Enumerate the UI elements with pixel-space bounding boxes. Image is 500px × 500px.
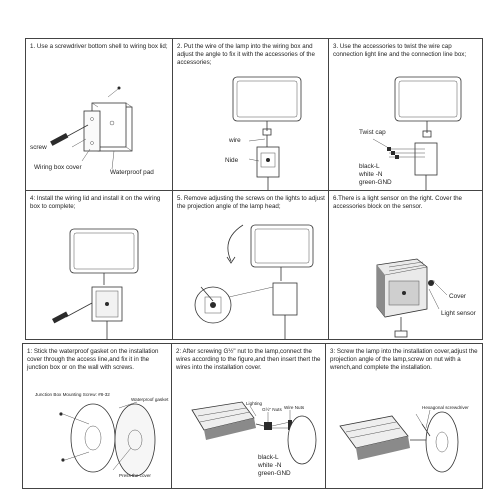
step-3-text: 3. Use the accessories to twist the wire cap connection light line and the connection line box; [333, 43, 467, 58]
label-lighting: Lighting [246, 401, 263, 406]
label-white-n-bottom: white -N [258, 462, 282, 469]
install-step-2-text: 2: After screwing G½" nut to the lamp,connect the wires according to the figure,and then insert thert the wires into the installation cover. [176, 348, 321, 371]
label-waterproof-gasket: Waterproof gasket [131, 397, 169, 402]
install-step-1-panel [23, 344, 171, 488]
step-6-text: 6.There is a light sensor on the right. Cover the accessories block on the sensor. [333, 195, 462, 210]
install-step-2-panel [172, 344, 325, 488]
label-black-l-bottom: black-L [258, 454, 279, 461]
label-screw: screw [30, 144, 47, 151]
label-waterproof-pad: Waterproof pad [110, 169, 154, 176]
label-light-sensor: Light sensor [441, 310, 476, 317]
label-white-n: white -N [359, 171, 383, 178]
label-black-l: black-L [359, 163, 380, 170]
step-2-panel [173, 39, 328, 190]
step-1-panel [26, 39, 172, 190]
label-g-nuts: G½" Nuts [262, 407, 282, 412]
step-2-illustration [173, 39, 328, 190]
label-press-the-cover: Press the cover [119, 473, 151, 478]
step-5-panel [173, 191, 328, 339]
label-green-gnd-bottom: green-GND [258, 470, 291, 477]
sensor-marker-label: ◎ [431, 279, 436, 284]
step-4-text: 4: Install the wiring lid and install it on the wiring box to complete; [30, 195, 161, 210]
install-step-1-text: 1: Stick the waterproof gasket on the installation cover through the access line,and fix it in the junction box or on the wall with screws. [27, 348, 159, 371]
step-5-illustration [173, 191, 328, 339]
step-1-text: 1. Use a screwdriver bottom shell to wiring box lid; [30, 43, 168, 50]
bottom-steps-grid [22, 343, 483, 489]
step-2-text: 2. Put the wire of the lamp into the wiring box and adjust the angle to fix it with the accessories of the accessories; [177, 43, 315, 66]
install-step-2-illustration [172, 344, 325, 488]
label-green-gnd: green-GND [359, 179, 392, 186]
step-6-panel [329, 191, 482, 339]
label-nide: Nide [225, 157, 239, 164]
step-3-illustration [329, 39, 482, 190]
install-step-3-illustration [326, 344, 482, 488]
top-steps-grid [25, 38, 483, 340]
step-4-illustration [26, 191, 172, 339]
step-4-panel [26, 191, 172, 339]
label-hexagonal-screwdriver: Hexagonal screwdriver [422, 405, 469, 410]
step-3-panel [329, 39, 482, 190]
install-step-1-illustration [23, 344, 171, 488]
step-5-text: 5. Remove adjusting the screws on the lights to adjust the projection angle of the lamp head; [177, 195, 325, 210]
label-wiring-box-cover: Wiring box cover [34, 164, 82, 171]
install-step-3-text: 3: Screw the lamp into the installation cover,adjust the projection angle of the lamp,screw on nut with a wrench,and complete the installation. [330, 348, 478, 371]
label-wire: wire [229, 137, 241, 144]
label-cover: Cover [449, 293, 467, 300]
install-step-3-panel [326, 344, 482, 488]
label-junction-box-screw: Junction Box Mounting Screw: #8-32 [35, 392, 110, 397]
label-wire-nuts: Wire Nuts [284, 405, 305, 410]
label-twist-cap: Twist cap [359, 129, 386, 136]
